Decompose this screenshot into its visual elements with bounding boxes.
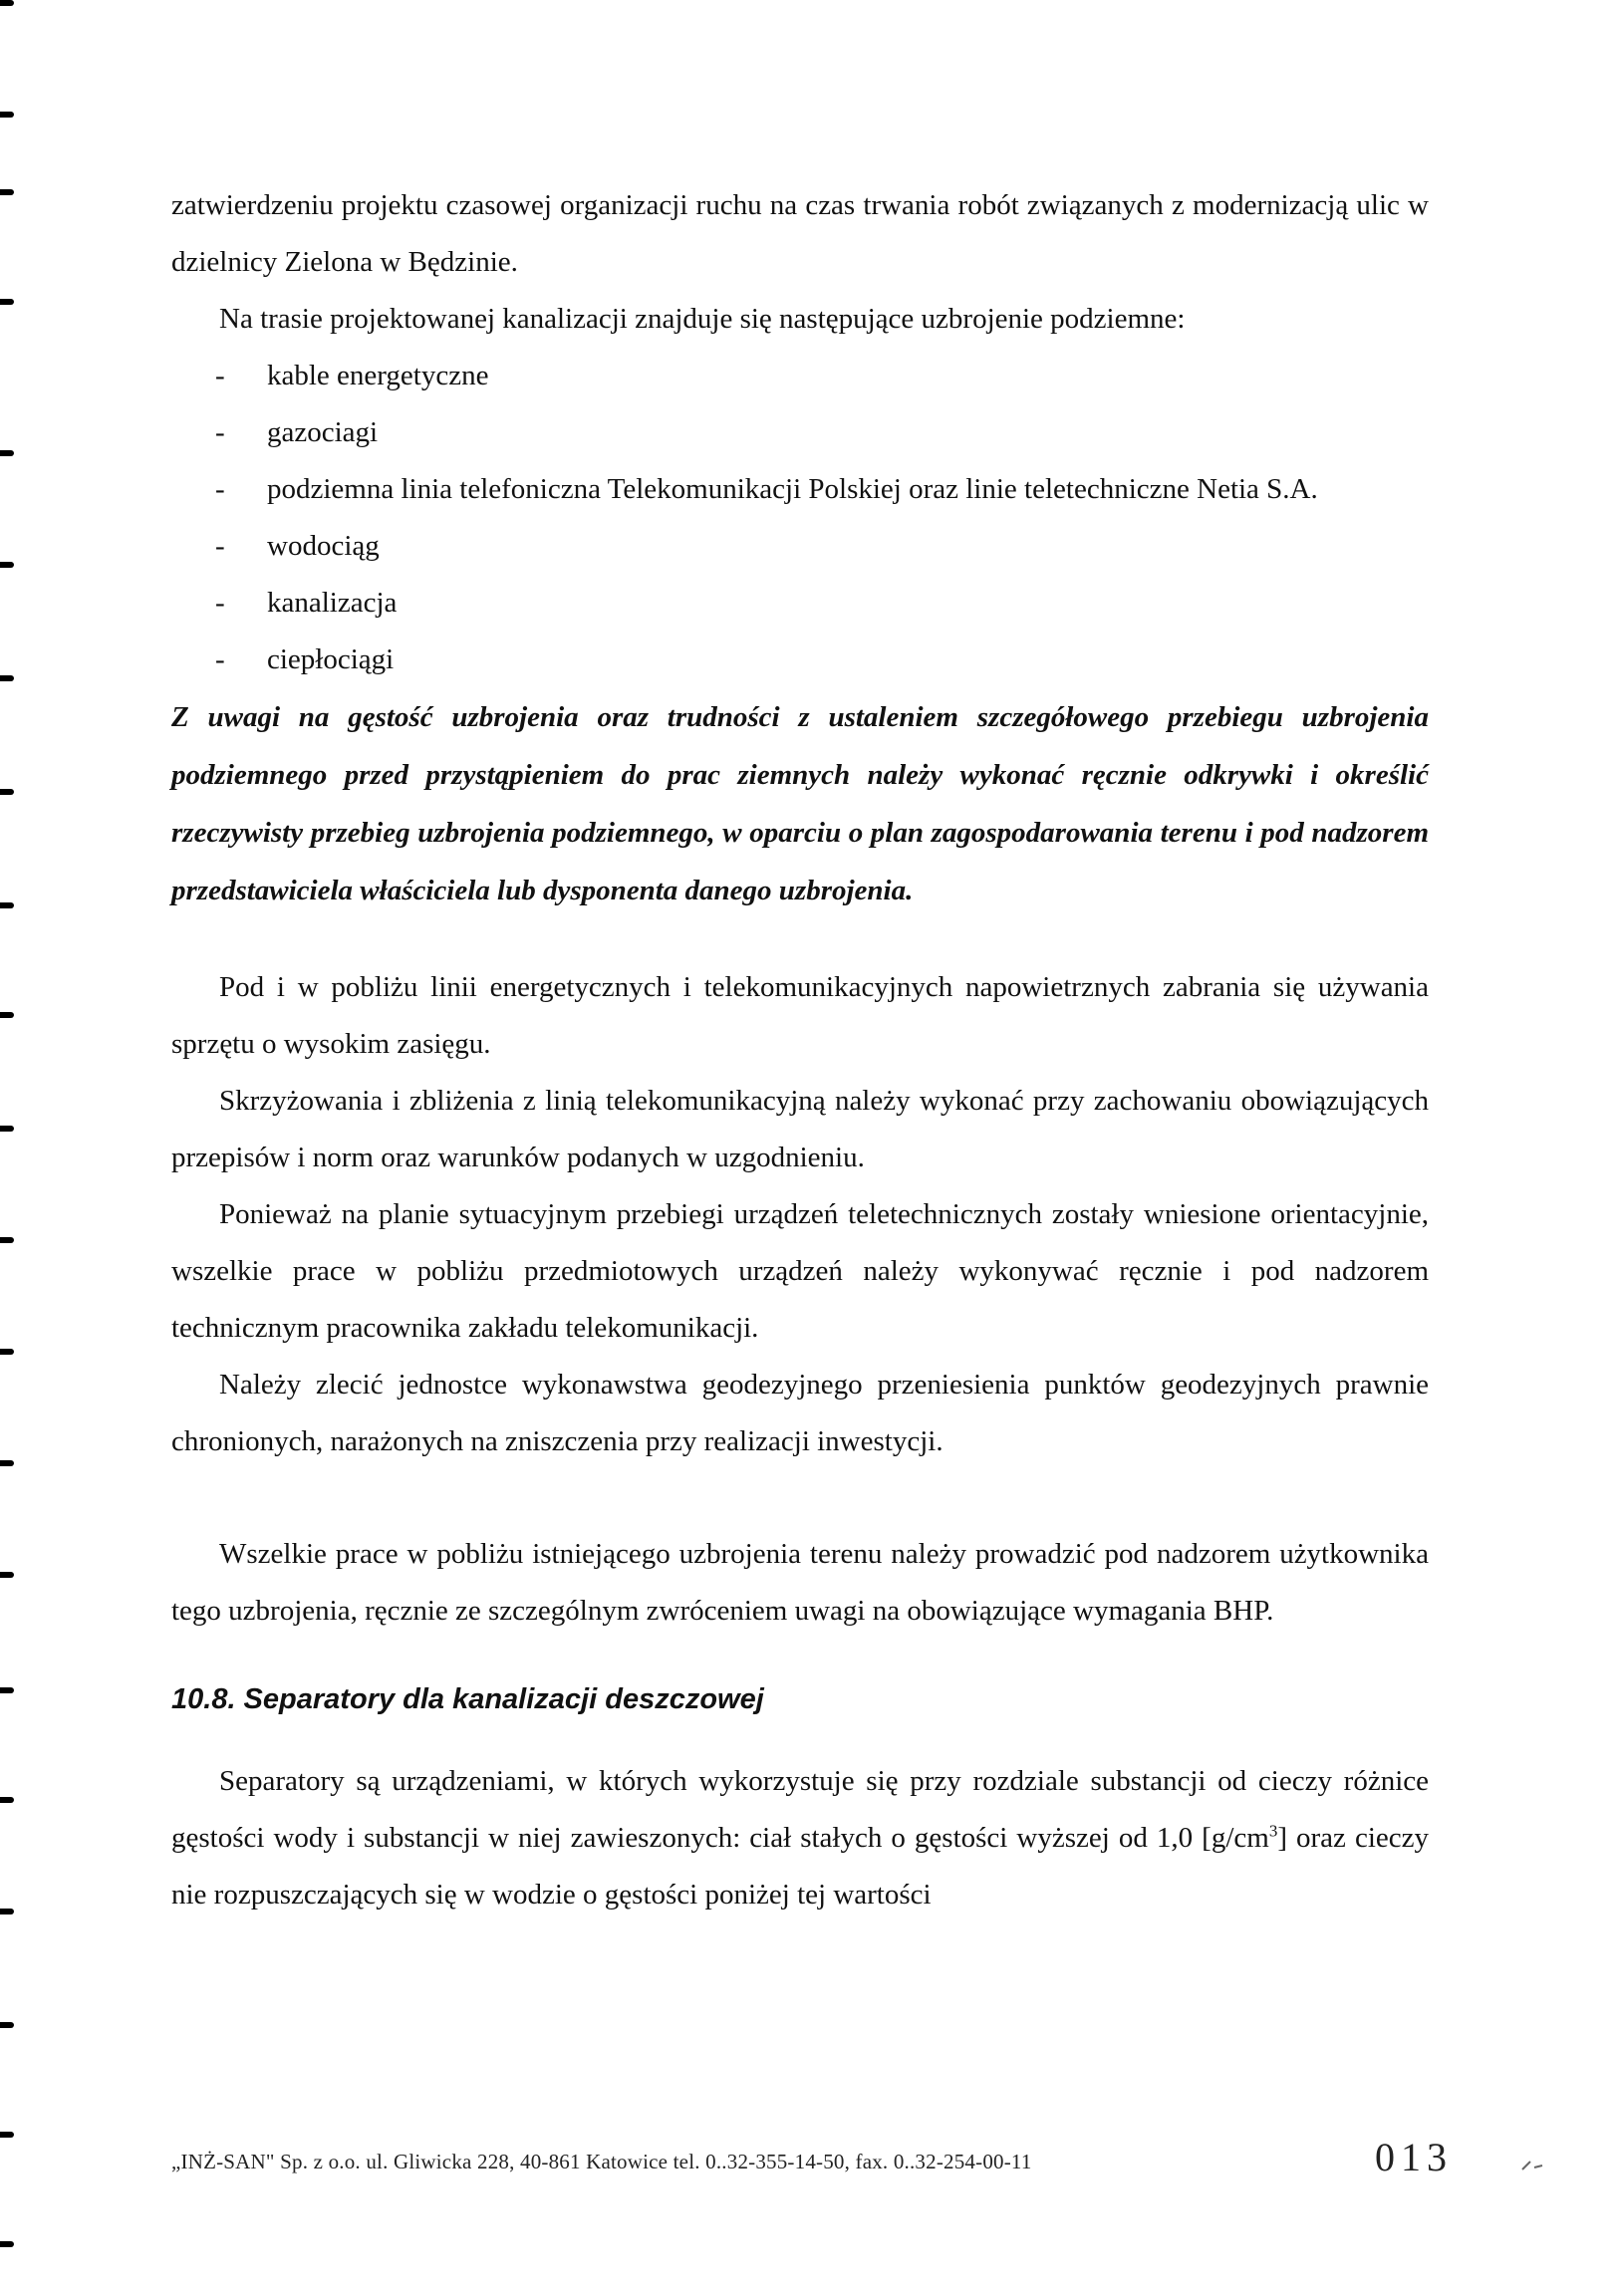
scan-edge-marks [0,0,20,2296]
paragraph-1: zatwierdzeniu projektu czasowej organizacji ruchu na czas trwania robót związanych z modernizacją ulic w dzielnicy Zielona w Będzinie. [171,189,1429,278]
list-item: - wodociąg [171,518,1429,575]
list-item: - kanalizacja [171,575,1429,632]
list-item: - gazociagi [171,404,1429,461]
handwritten-mark-icon [1514,2148,1574,2177]
paragraph-3: Pod i w pobliżu linii energetycznych i telekomunikacyjnych napowietrznych zabrania się używania sprzętu o wysokim zasięgu. [171,971,1429,1060]
paragraph-5: Ponieważ na planie sytuacyjnym przebiegi urządzeń teletechnicznych zostały wniesione orientacyjnie, wszelkie prace w pobliżu przedmiotowych urządzeń należy wykonywać ręcznie i pod nadzorem technicznym pracownika zakładu telekomunikacji. [171,1198,1429,1344]
section-paragraph-1 [171,1753,1429,1923]
list-item: - ciepłociągi [171,632,1429,688]
list-item: - kable energetyczne [171,348,1429,404]
bold-warning-note: Z uwagi na gęstość uzbrojenia oraz trudności z ustaleniem szczegółowego przebiegu uzbrojenia podziemnego przed przystąpieniem do prac ziemnych należy wykonać ręcznie odkrywki i określić rzeczywisty przebieg uzbrojenia podziemnego, w oparciu o plan zagospodarowania terenu i pod nadzorem przedstawiciela właściciela lub dysponenta danego uzbrojenia. [171,701,1429,906]
section-paragraph-text-end: ] oraz cieczy nie rozpuszczających się w wodzie o gęstości poniżej tej wartości [171,1822,1429,1911]
list-item: - podziemna linia telefoniczna Telekomunikacji Polskiej oraz linie teletechniczne Netia S.A. [171,461,1429,518]
paragraph-4: Skrzyżowania i zbliżenia z linią telekomunikacyjną należy wykonać przy zachowaniu obowiązujących przepisów i norm oraz warunków podanych w uzgodnieniu. [171,1085,1429,1173]
section-paragraph-text: Separatory są urządzeniami, w których wykorzystuje się przy rozdziale substancji od cieczy różnice gęstości wody i substancji w niej zawieszonych: ciał stałych o gęstości wyższej od 1,0 [g/cm [171,1765,1429,1854]
page-footer [171,2135,1457,2187]
section-heading: 10.8. Separatory dla kanalizacji deszczowej [171,1683,764,1715]
company-contact: „INŻ-SAN" Sp. z o.o. ul. Gliwicka 228, 40-861 Katowice tel. 0..32-355-14-50, fax. 0..32-254-00-11 [171,2150,1032,2173]
main-content [171,177,1429,1923]
paragraph-2: Na trasie projektowanej kanalizacji znajduje się następujące uzbrojenie podziemne: [219,303,1186,335]
page-number: 013 [1375,2135,1453,2179]
superscript-exponent: 3 [1268,1821,1278,1841]
utilities-list [171,348,1429,688]
paragraph-6: Należy zlecić jednostce wykonawstwa geodezyjnego przeniesienia punktów geodezyjnych prawnie chronionych, narażonych na zniszczenia przy realizacji inwestycji. [171,1369,1429,1457]
paragraph-7: Wszelkie prace w pobliżu istniejącego uzbrojenia terenu należy prowadzić pod nadzorem użytkownika tego uzbrojenia, ręcznie ze szczególnym zwróceniem uwagi na obowiązujące wymagania BHP. [171,1538,1429,1627]
